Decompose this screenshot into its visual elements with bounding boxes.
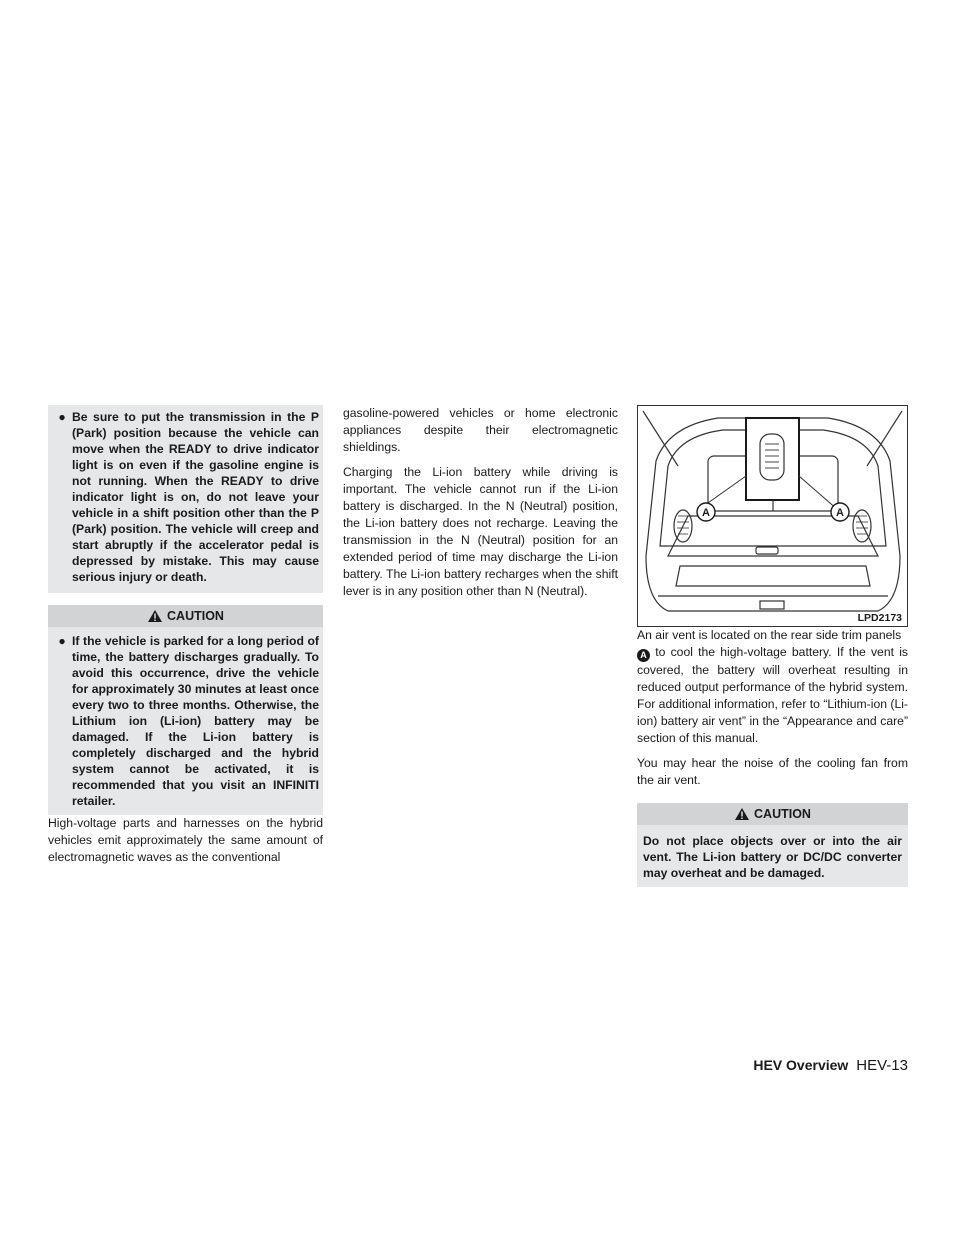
- page-number: HEV-13: [856, 1057, 908, 1074]
- warning-triangle-icon: [734, 807, 750, 821]
- caution-text: If the vehicle is parked for a long period of time, the battery discharges gradually. To avoid this occurrence, drive the vehicle for approximately 30 minutes at least once every two to three months. Otherwise, the Lithium ion (Li-ion) battery may be damaged. If the Li-ion battery is completely discharged and the hybrid system cannot be activated, it is recommended that you visit an INFINITI retailer.: [72, 634, 319, 808]
- cargo-area-figure: [637, 405, 908, 627]
- column-right: [637, 405, 908, 887]
- caution-header: [48, 605, 323, 627]
- bullet-icon: ●: [58, 634, 66, 648]
- warning-text: Be sure to put the transmission in the P (Park) position because the vehicle can move when the READY to drive indicator light is on even if the gasoline engine is not running. When the READY to drive indicator light is on, do not leave your vehicle in a shift position other than the P (Park) position. The vehicle will creep and start abruptly if the accelerator pedal is depressed by mistake. This may cause serious injury or death.: [72, 410, 319, 584]
- caution-text: Do not place objects over or into the air vent. The Li-ion battery or DC/DC converter may overheat and be damaged.: [637, 825, 908, 887]
- figure-callout-a-right: A: [836, 507, 844, 519]
- column-left: [48, 405, 323, 874]
- caution-header: [637, 803, 908, 825]
- section-name: HEV Overview: [753, 1057, 849, 1073]
- body-paragraph: gasoline-powered vehicles or home electronic appliances despite their electromagnetic shieldings.: [343, 406, 618, 454]
- body-paragraph: [637, 627, 908, 747]
- body-paragraph: High-voltage parts and harnesses on the hybrid vehicles emit approximately the same amount of electromagnetic waves as the conventional: [48, 816, 323, 864]
- body-paragraph: You may hear the noise of the cooling fan from the air vent.: [637, 756, 908, 787]
- caution-block: [637, 803, 908, 887]
- page-footer: [753, 1057, 908, 1074]
- cargo-area-illustration: [638, 406, 907, 626]
- figure-code: LPD2173: [857, 612, 902, 624]
- column-middle: [343, 405, 618, 608]
- warning-box: [48, 405, 323, 593]
- caution-label: CAUTION: [167, 609, 224, 623]
- warning-triangle-icon: [147, 609, 163, 623]
- warning-bullet: [52, 409, 319, 585]
- caution-body: [48, 627, 323, 815]
- figure-callout-a-left: A: [702, 507, 710, 519]
- callout-a-marker: A: [637, 649, 650, 662]
- paragraph-prefix: An air vent is located on the rear side trim panels: [637, 628, 902, 642]
- bullet-icon: ●: [58, 410, 66, 424]
- paragraph-suffix: to cool the high-voltage battery. If the vent is covered, the battery will overheat resulting in reduced output performance of the hybrid system. For additional information, refer to “Lithium-ion (Li-ion) battery air vent” in the “Appearance and care” section of this manual.: [637, 645, 908, 745]
- caution-label: CAUTION: [754, 807, 811, 821]
- caution-bullet: [52, 633, 319, 809]
- body-paragraph: Charging the Li-ion battery while driving is important. The vehicle cannot run if the Li-ion battery is discharged. In the N (Neutral) position, the Li-ion battery does not recharge. Leaving the transmission in the N (Neutral) position for an extended period of time may discharge the Li-ion battery. The Li-ion battery recharges when the shift lever is in any position other than N (Neutral).: [343, 465, 618, 598]
